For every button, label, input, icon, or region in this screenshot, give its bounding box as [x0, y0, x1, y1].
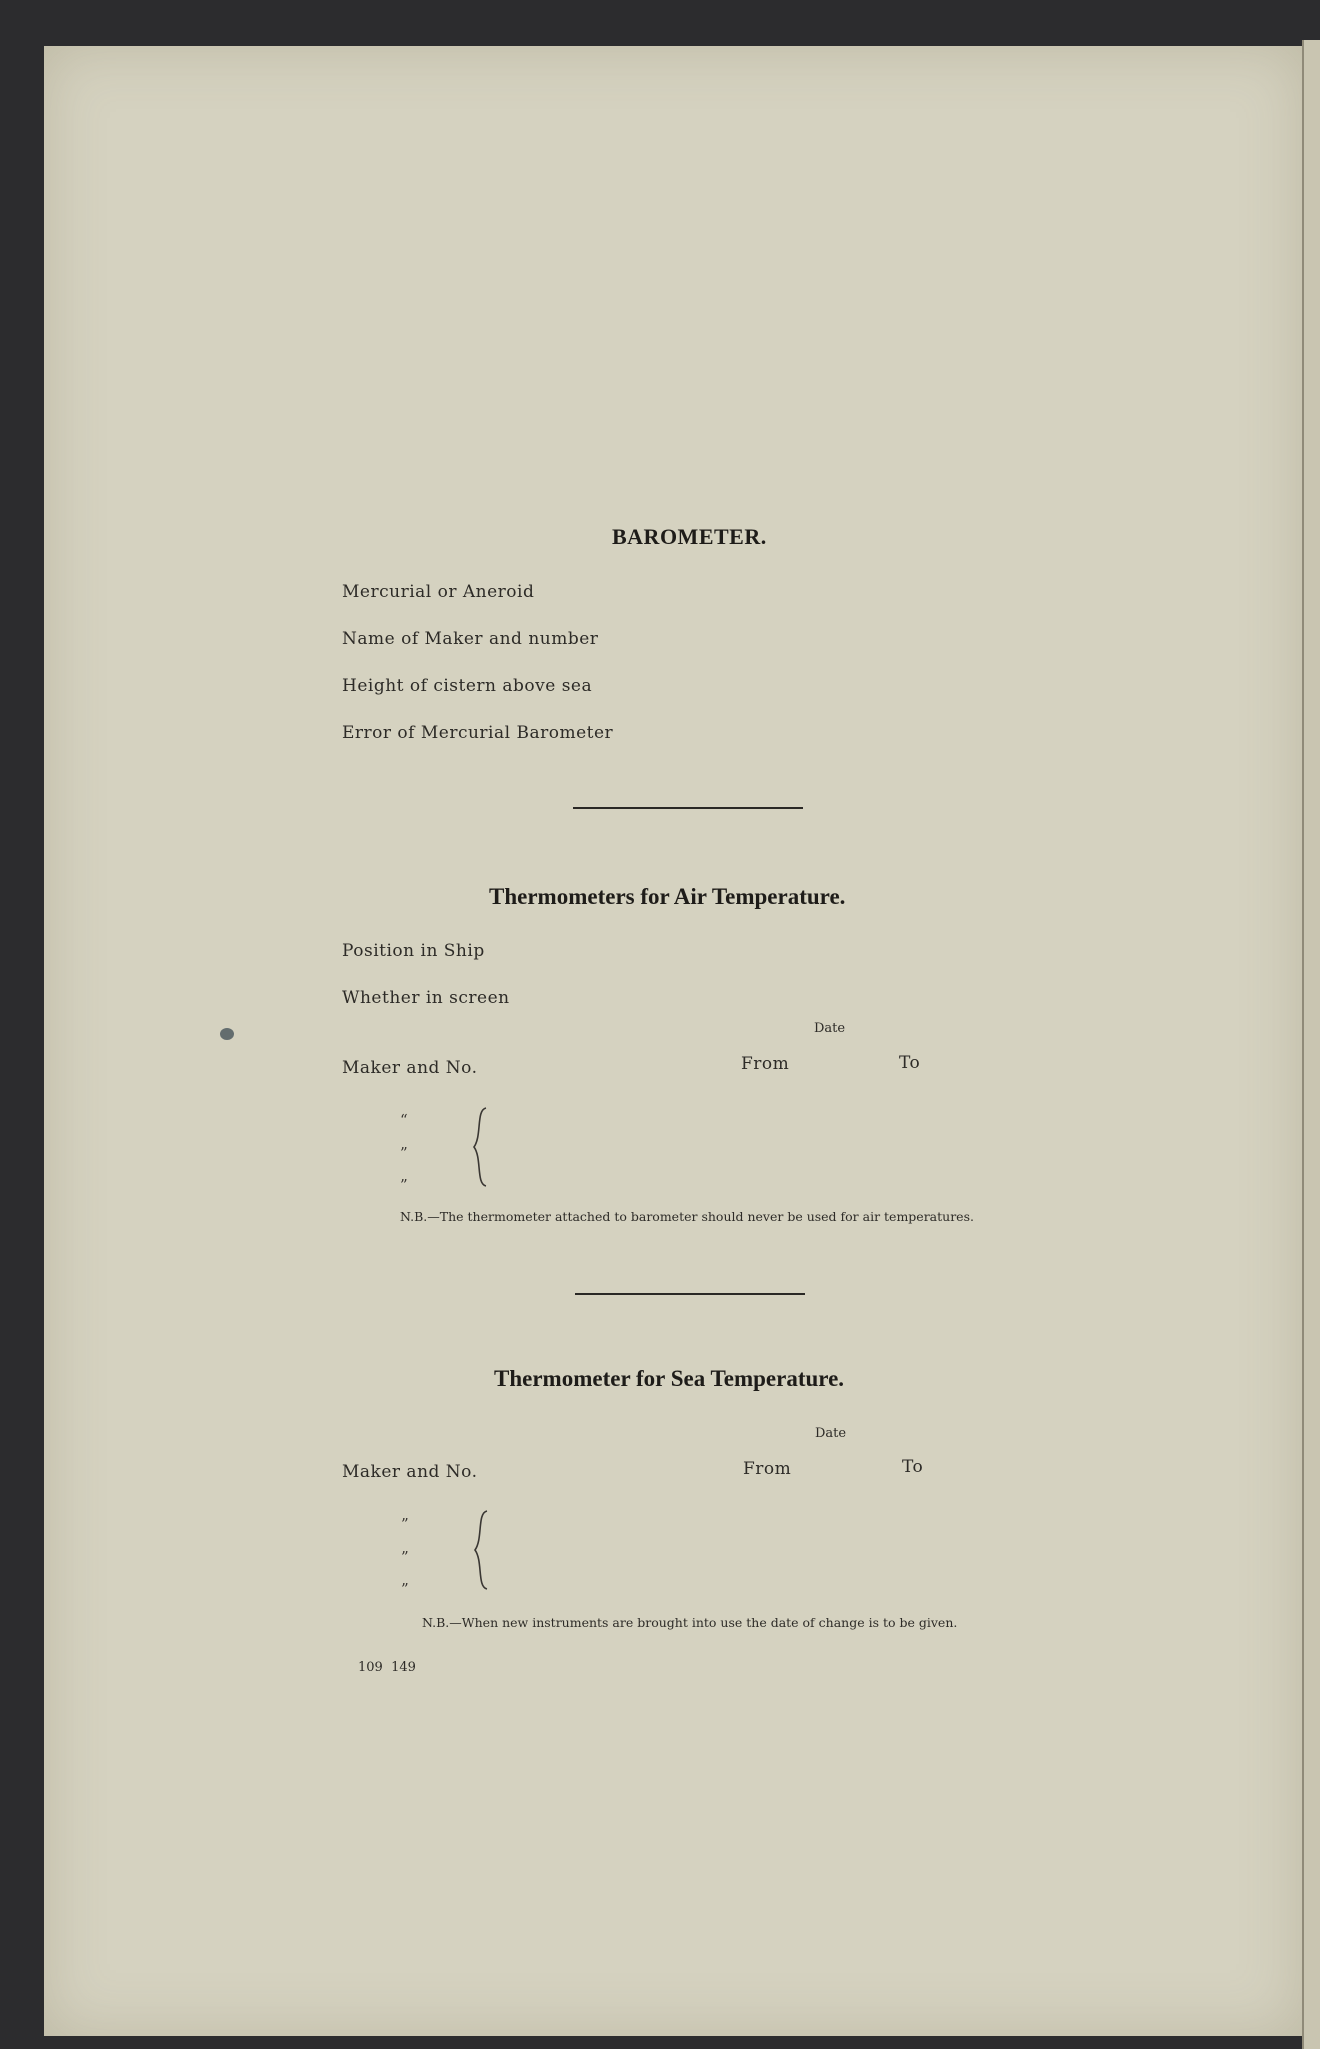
sea-maker-label: Maker and No.: [342, 1462, 478, 1482]
adjacent-page-edge: [1302, 40, 1320, 2049]
cistern-height-label: Height of cistern above sea: [342, 676, 593, 696]
form-number: 109 149: [358, 1660, 416, 1675]
sea-thermometer-heading: Thermometer for Sea Temperature.: [494, 1366, 845, 1391]
ink-smudge: [220, 1028, 234, 1040]
sea-date-label: Date: [815, 1426, 847, 1441]
air-maker-label: Maker and No.: [342, 1058, 478, 1078]
section-divider: [573, 807, 803, 809]
air-brace-icon: [470, 1106, 492, 1188]
position-in-ship-label: Position in Ship: [342, 941, 485, 961]
air-thermometer-heading: Thermometers for Air Temperature.: [489, 884, 846, 909]
air-date-label: Date: [814, 1021, 846, 1036]
sea-brace-icon: [471, 1509, 493, 1591]
form-page: [44, 46, 1302, 2036]
sea-ditto-mark: ”: [401, 1580, 409, 1598]
air-ditto-mark: ”: [400, 1144, 408, 1162]
whether-in-screen-label: Whether in screen: [342, 988, 510, 1008]
air-ditto-mark: “: [400, 1111, 408, 1129]
air-ditto-mark: ”: [400, 1176, 408, 1194]
barometer-type-label: Mercurial or Aneroid: [342, 582, 535, 602]
air-to-label: To: [899, 1053, 921, 1073]
barometer-maker-label: Name of Maker and number: [342, 629, 599, 649]
air-from-label: From: [741, 1054, 790, 1074]
barometer-heading: BAROMETER.: [612, 524, 767, 549]
sea-ditto-mark: ”: [401, 1548, 409, 1566]
sea-ditto-mark: ”: [401, 1515, 409, 1533]
sea-from-label: From: [743, 1459, 792, 1479]
sea-note: N.B.—When new instruments are brought into use the date of change is to be given.: [422, 1615, 958, 1630]
sea-to-label: To: [902, 1457, 924, 1477]
section-divider: [575, 1293, 805, 1295]
air-note: N.B.—The thermometer attached to barometer should never be used for air temperatures.: [400, 1209, 974, 1224]
barometer-error-label: Error of Mercurial Barometer: [342, 723, 614, 743]
